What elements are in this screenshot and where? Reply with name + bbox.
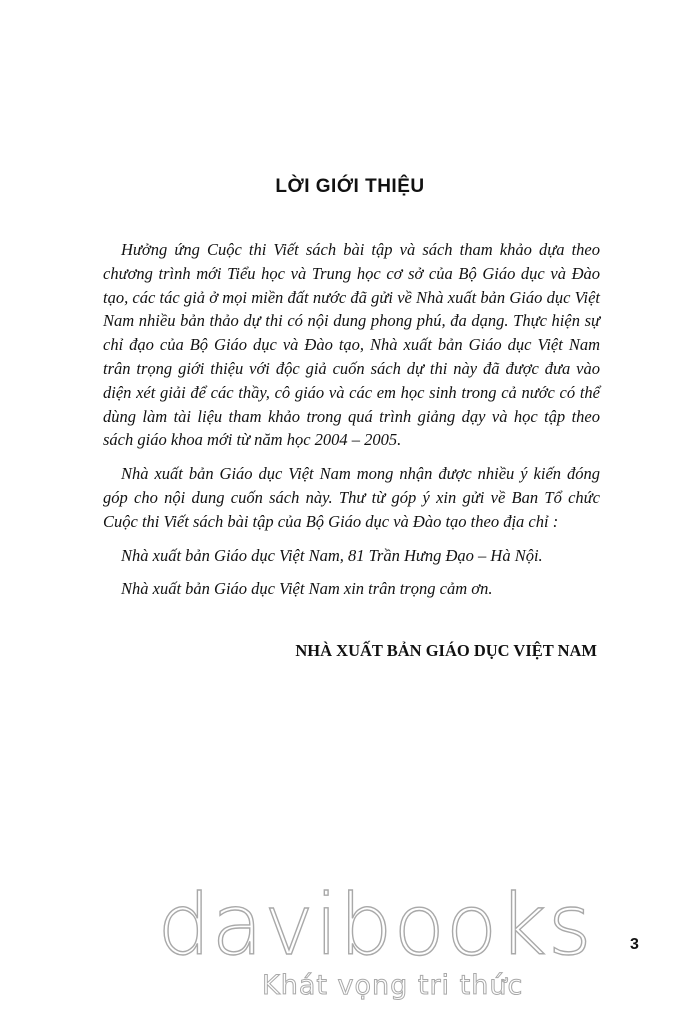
body-text (103, 238, 600, 611)
watermark-logo: davibooks (157, 876, 593, 974)
paragraph-feedback: Nhà xuất bản Giáo dục Việt Nam mong nhận được nhiều ý kiến đóng góp cho nội dung cuốn sách này. Thư từ góp ý xin gửi về Ban Tổ chức Cuộc thi Viết sách bài tập của Bộ Giáo dục và Đào tạo theo địa chỉ : (103, 464, 600, 531)
watermark (140, 876, 610, 1005)
paragraph-thanks: Nhà xuất bản Giáo dục Việt Nam xin trân trọng cảm ơn. (121, 579, 493, 599)
page-title: LỜI GIỚI THIỆU (275, 176, 425, 197)
paragraph-address: Nhà xuất bản Giáo dục Việt Nam, 81 Trần Hưng Đạo – Hà Nội. (121, 545, 543, 565)
paragraph-intro: Hưởng ứng Cuộc thi Viết sách bài tập và sách tham khảo dựa theo chương trình mới Tiểu học và Trung học cơ sở của Bộ Giáo dục và Đào tạo, các tác giả ở mọi miền đất nước đã gửi về Nhà xuất bản Giáo dục Việt Nam nhiều bản thảo dự thi có nội dung phong phú, đa dạng. Thực hiện sự chỉ đạo của Bộ Giáo dục và Đào tạo, Nhà xuất bản Giáo dục Việt Nam trân trọng giới thiệu với độc giả cuốn sách dự thi này đã được đưa vào diện xét giải để các thầy, cô giáo và các em học sinh trong cả nước có thể dùng làm tài liệu tham khảo trong quá trình giảng dạy và học tập theo sách giáo khoa mới từ năm học 2004 – 2005. (103, 240, 600, 450)
page-number: 3 (630, 936, 639, 953)
watermark-tagline: Khát vọng tri thức (262, 970, 524, 1001)
publisher-signature: NHÀ XUẤT BẢN GIÁO DỤC VIỆT NAM (295, 641, 597, 660)
